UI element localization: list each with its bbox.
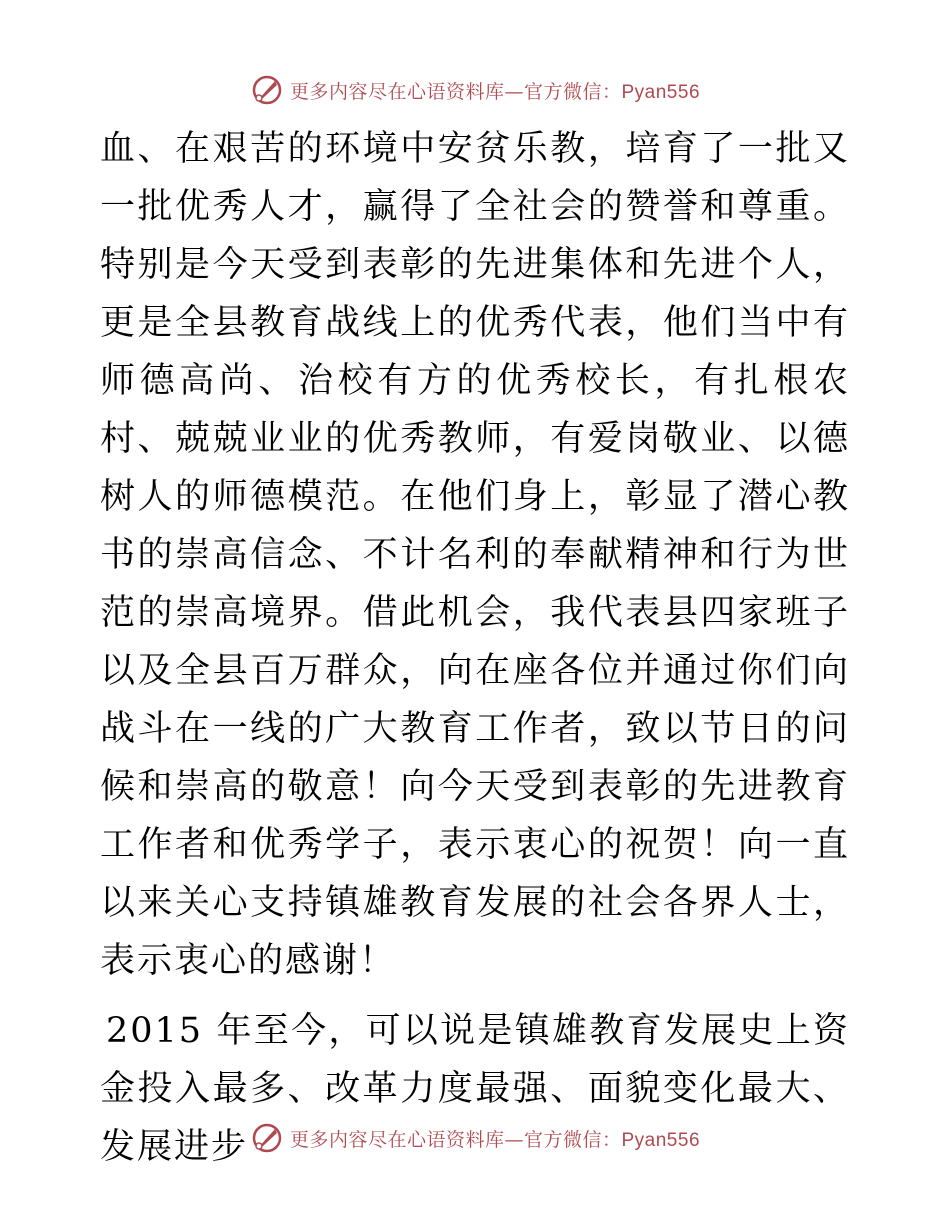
body-paragraph-2: 2015 年至今，可以说是镇雄教育发展史上资金投入最多、改革力度最强、面貌变化最大、发展进步 — [100, 1011, 850, 1167]
watermark-text: 更多内容尽在心语资料库—官方微信：Pyan556 — [289, 80, 701, 103]
wechat-id: Pyan556 — [621, 1129, 701, 1151]
header-watermark — [0, 70, 950, 110]
footer-watermark — [0, 1118, 950, 1158]
watermark-group — [250, 73, 700, 107]
feather-pen-logo-icon — [250, 73, 284, 107]
watermark-group — [250, 1121, 700, 1155]
watermark-text: 更多内容尽在心语资料库—官方微信：Pyan556 — [289, 1128, 701, 1151]
body-paragraph-1: 血、在艰苦的环境中安贫乐教，培育了一批又一批优秀人才，赢得了全社会的赞誉和尊重。特别是今天受到表彰的先进集体和先进个人，更是全县教育战线上的优秀代表，他们当中有师德高尚、治校有方的优秀校长，有扎根农村、兢兢业业的优秀教师，有爱岗敬业、以德树人的师德模范。在他们身上，彰显了潜心教书的崇高信念、不计名利的奉献精神和行为世范的崇高境界。借此机会，我代表县四家班子以及全县百万群众，向在座各位并通过你们向战斗在一线的广大教育工作者，致以节日的问候和崇高的敬意！向今天受到表彰的先进教育工作者和优秀学子，表示衷心的祝贺！向一直以来关心支持镇雄教育发展的社会各界人士，表示衷心的感谢！ — [100, 129, 850, 981]
wechat-id: Pyan556 — [621, 81, 701, 103]
document-body — [100, 120, 850, 1176]
feather-pen-logo-icon — [250, 1121, 284, 1155]
